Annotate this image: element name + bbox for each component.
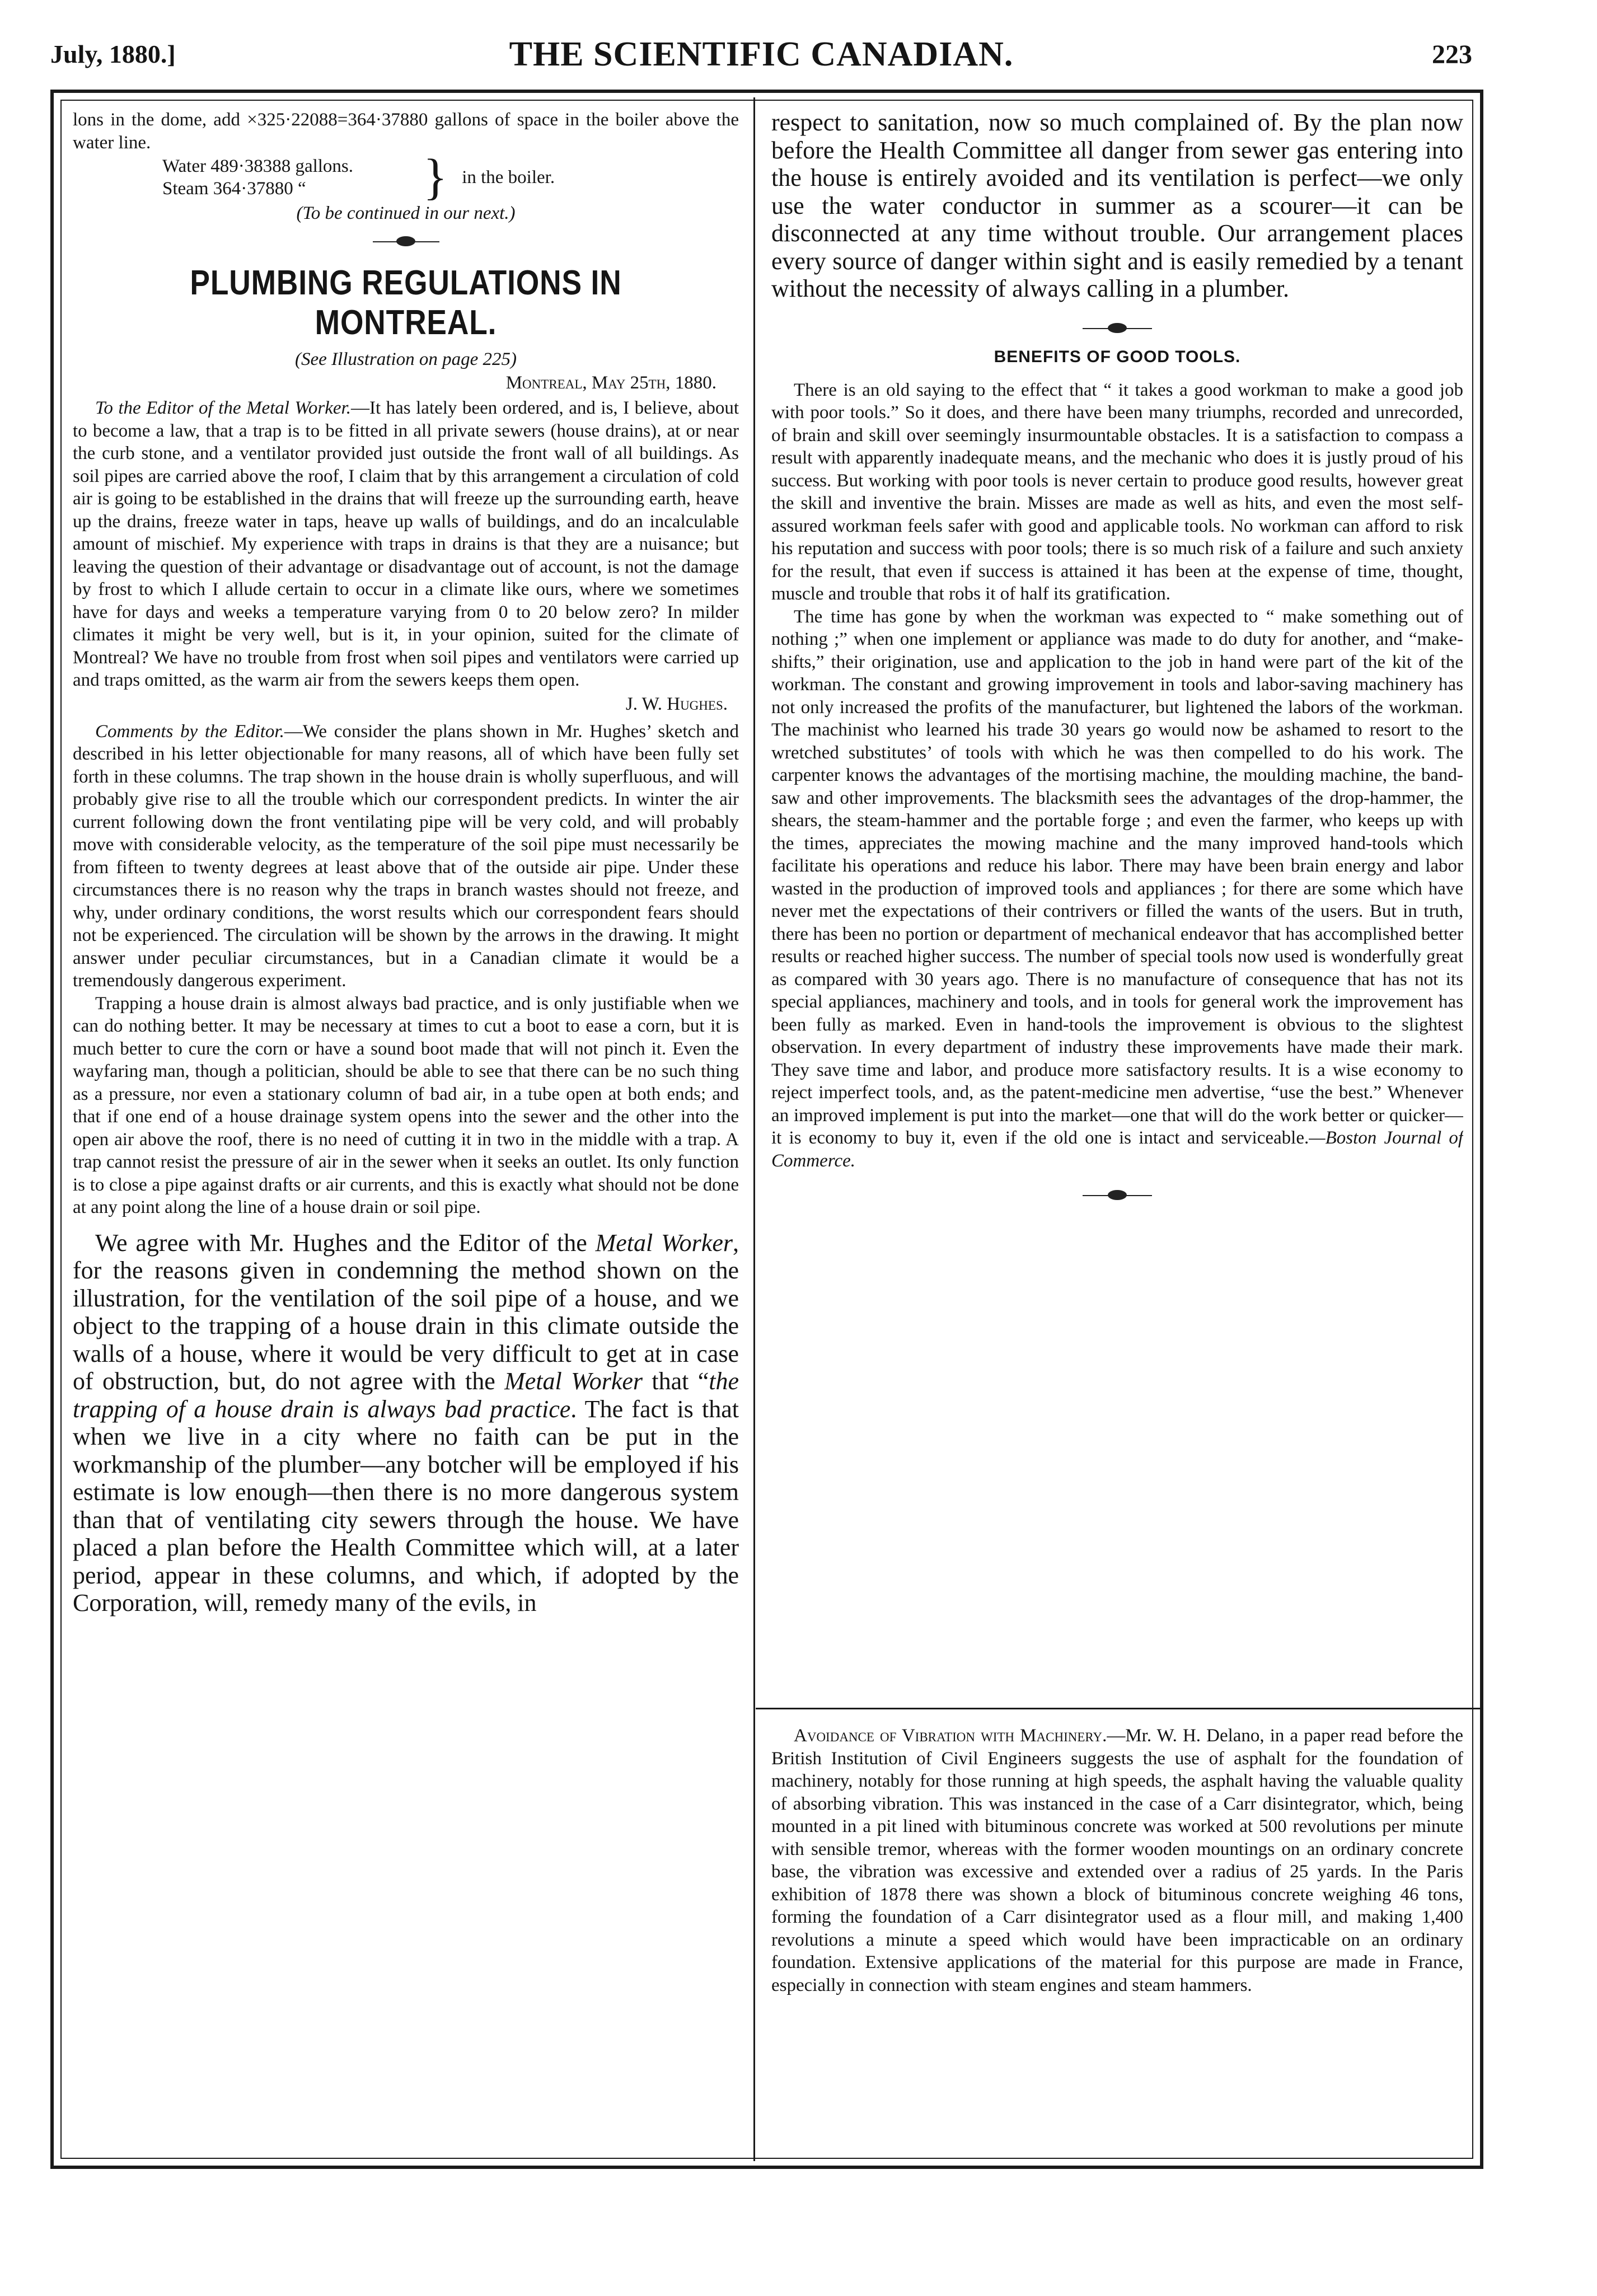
tools-source: —Boston Journal of Commerce. (771, 1128, 1463, 1171)
agree-text-7: . The fact is that when we live in a city where no faith can be put in the workmanship of the plumber—any botcher will be employed if his estimate is low enough—then there is no more dangerous system than that of ventilating city sewers through the house. We have placed a plan before the Health Committee which will, at a later period, appear in these columns, and which, if adopted by the Corporation, will, remedy many of the evils, in (73, 1395, 739, 1616)
dateline: Montreal, May 25th, 1880. (505, 373, 716, 393)
agree-text-6: the trapping of a house drain is always bad practice (73, 1367, 739, 1423)
section-rule (756, 1708, 1480, 1709)
letter-paragraph (73, 397, 739, 692)
continued-note: (To be continued in our next.) (296, 203, 516, 223)
agree-text-2: Metal Worker (595, 1229, 733, 1257)
agree-paragraph (73, 1229, 739, 1617)
running-head (50, 35, 1472, 85)
tools-heading: BENEFITS OF GOOD TOOLS. (994, 347, 1241, 366)
continuation-paragraph: respect to sanitation, now so much complained of. By the plan now before the Health Committee all danger from sewer gas entering into the house is entirely avoided and its ventilation is perfect—we only use the water conductor in summer as a scourer—it can be disconnected at any time without trouble. Our arrangement places every source of danger within sight and is easily remedied by a tenant without the necessity of always calling in a plumber. (771, 109, 1463, 302)
letter-body: —It has lately been ordered, and is, I believe, about to become a law, that a trap is to be fitted in all private sewers (house drains), at or near the curb stone, and a ventilator provided just outside the front wall of all buildings. As soil pipes are carried above the roof, I claim that by this arrangement a circulation of cold air is going to be established in the drains that will freeze up the surrounding earth, heave up the drains, freeze water in taps, heave up walls of buildings, and do an incalculable amount of mischief. My experience with traps in drains is that they are a nuisance; but leaving the question of their advantage or disadvantage out of account, is not the damage by frost to which I allude certain to occur in a climate like ours, where we sometimes have for days and weeks a temperature varying from 0 to 20 below zero? In milder climates it might be very well, but is it, in your opinion, suited for the climate of Montreal? We have no trouble from frost when soil pipes and ventilators were carried up and traps omitted, as the warm air from the sewers keeps them open. (73, 398, 739, 690)
agree-text-1: We agree with Mr. Hughes and the Editor of the (95, 1229, 596, 1257)
boiler-water: Water 489·38388 gallons. (162, 156, 354, 176)
column-rule (753, 97, 755, 2161)
letter-salutation: To the Editor of the Metal Worker. (95, 398, 351, 418)
agree-text-5: that “ (643, 1367, 709, 1395)
tools-paragraph-1: There is an old saying to the effect that “ it takes a good workman to make a good job with poor tools.” So it does, and there have been many triumphs, recorded and unrecorded, of brain and skill over seemingly insurmountable obstacles. It is a satisfaction to compass a result with apparently inadequate means, and the mechanic who does it is justly proud of his success. But working with poor tools is never certain to produce good results, however great the skill and inventive the brain. Misses are made as well as hits, and even the most self-assured workman feels safer with good and applicable tools. No workman can afford to risk his reputation and success with poor tools; there is so much risk of a failure and such anxiety for the result, that even if success is attained it has been at the expense of time, thought, muscle and trouble that robs it of half its gratification. (771, 379, 1463, 604)
boiler-lines (162, 155, 420, 200)
vibration-title: Avoidance of Vibration with Machinery. (794, 1726, 1107, 1746)
left-column (73, 109, 739, 2135)
vibration-paragraph (771, 1725, 1463, 1997)
article-headline: PLUMBING REGULATIONS IN MONTREAL. (190, 263, 622, 342)
see-illustration: (See Illustration on page 225) (295, 349, 517, 369)
trapping-paragraph: Trapping a house drain is almost always bad practice, and is only justifiable when we can do nothing better. It may be necessary at times to cut a boot to ease a corn, but it is much better to cure the corn or have a sound boot made that will not pinch it. Even the wayfaring man, though a politician, should be able to see that there can be no such thing as a pressure, nor even a stationary column of bad air, in a tube open at both ends; and that if one end of a house drainage system opens into the sewer and the other into the open air above the roof, there is no need of cutting it in two in the middle with a trap. A trap cannot resist the pressure of air in the sewer when it seeks an outlet. Its only function is to close a pipe against drafts or air currents, and this is exactly what should not be done at any point along the line of a house drain or soil pipe. (73, 993, 739, 1217)
right-column-top (771, 109, 1463, 1698)
publication-title: THE SCIENTIFIC CANADIAN. (509, 35, 1014, 73)
comments-body: —We consider the plans shown in Mr. Hughes’ sketch and described in his letter objectionable for many reasons, all of which have been fully set forth in these columns. The trap shown in the house drain is wholly superfluous, and will probably give rise to all the trouble which our correspondent predicts. In winter the air current following down the front ventilating pipe will be very cold, and will probably move with considerable velocity, as the temperature of the soil pipe must necessarily be from fifteen to twenty degrees at least above that of the outside air pipe. Under these circumstances there is no reason why the traps in branch wastes should not freeze, and why, under ordinary conditions, the worst results which our correspondent fears should not be experienced. The circulation will be shown by the arrows in the drawing. It might answer under peculiar circumstances, but in a Canadian climate it would be a tremendously dangerous experiment. (73, 721, 739, 991)
ornament-divider (771, 1184, 1463, 1207)
page-frame (50, 90, 1483, 2169)
tools-paragraph-2 (771, 606, 1463, 1173)
letter-signature: J. W. Hughes. (625, 694, 728, 714)
comments-label: Comments by the Editor. (95, 721, 284, 742)
tools-paragraph-2-text: The time has gone by when the workman was expected to “ make something out of nothing ;” when one implement or appliance was made to do duty for another, and “make-shifts,” their origination, use and application to the job in hand were part of the kit of the workman. The constant and growing improvement in tools and labor-saving machinery has not only increased the profits of the manufacturer, but lightened the labors of the workman. The machinist who learned his trade 30 years go would now be ashamed to resort to the wretched substitutes’ of tools with which he was then compelled to do his work. The carpenter knows the advantages of the mortising machine, the moulding machine, the band-saw and other improvements. The blacksmith sees the advantages of the drop-hammer, the shears, the steam-hammer and the portable forge ; and even the farmer, who keeps up with the times, appreciates the mowing machine and the many improved hand-tools which facilitate his operations and reduce his labor. There may have been brain energy and labor wasted in the production of improved tools and appliances ; for there are some which have never met the expectations of their contrivers or filled the wants of the users. But in truth, there has been no portion or department of mechanical endeavor that has accomplished better results or reached higher success. The number of special tools now used is wonderfully great as compared with 30 years ago. There is no manufacture of consequence that has not its special appliances, machinery and tools, and in tools for general work the improvement has been fully as marked. Even in hand-tools the improvement is obvious to the slightest observation. In every department of industry these improvements have made their mark. They save time and labor, and produce more satisfactory results. It is a wise economy to reject imperfect tools, and, as the patent-medicine men advertise, “use the best.” Whenever an improved implement is put into the market—one that will do the work better or quicker—it is economy to buy it, even if the old one is intact and serviceable. (771, 606, 1463, 1148)
comments-paragraph (73, 720, 739, 992)
boiler-intro: lons in the dome, add ×325·22088=364·37880 gallons of space in the boiler above the water line. (73, 110, 739, 153)
boiler-label: in the boiler. (462, 167, 555, 188)
brace-icon: } (423, 149, 448, 205)
spacer (73, 1219, 739, 1229)
boiler-steam: Steam 364·37880 “ (162, 179, 306, 199)
agree-text-4: Metal Worker (504, 1367, 643, 1395)
boiler-table (162, 149, 739, 205)
vibration-body: —Mr. W. H. Delano, in a paper read before the British Institution of Civil Engineers suggests the use of asphalt for the foundation of machinery, notably for those running at high speeds, the asphalt having the valuable quality of absorbing vibration. This was instanced in the case of a Carr disintegrator, which, being mounted in a pit lined with bituminous concrete was worked at 500 revolutions per minute with sensible tremor, whereas with the former wooden mountings on an ordinary concrete base, the vibration was excessive and extended over a radius of 25 yards. In the Paris exhibition of 1878 there was shown a block of bituminous concrete weighing 46 tons, forming the foundation of a Carr disintegrator used as a flour mill, and making 1,400 revolutions a minute a speed which would have been impracticable on an ordinary foundation. Extensive applications of the material for this purpose are made in France, especially in connection with steam engines and steam hammers. (771, 1726, 1463, 1995)
right-column-bottom (771, 1725, 1463, 2139)
ornament-divider (73, 231, 739, 253)
issue-date: July, 1880.] (50, 40, 176, 68)
ornament-divider (771, 317, 1463, 340)
agree-text-3: , for the reasons given in condemning the method shown on the illustration, for the ventilation of the soil pipe of a house, and we object to the trapping of a house drain in this climate outside the walls of a house, where it would be very difficult to get at in case of obstruction, but, do not agree with the (73, 1229, 739, 1395)
page-number: 223 (1432, 40, 1472, 69)
